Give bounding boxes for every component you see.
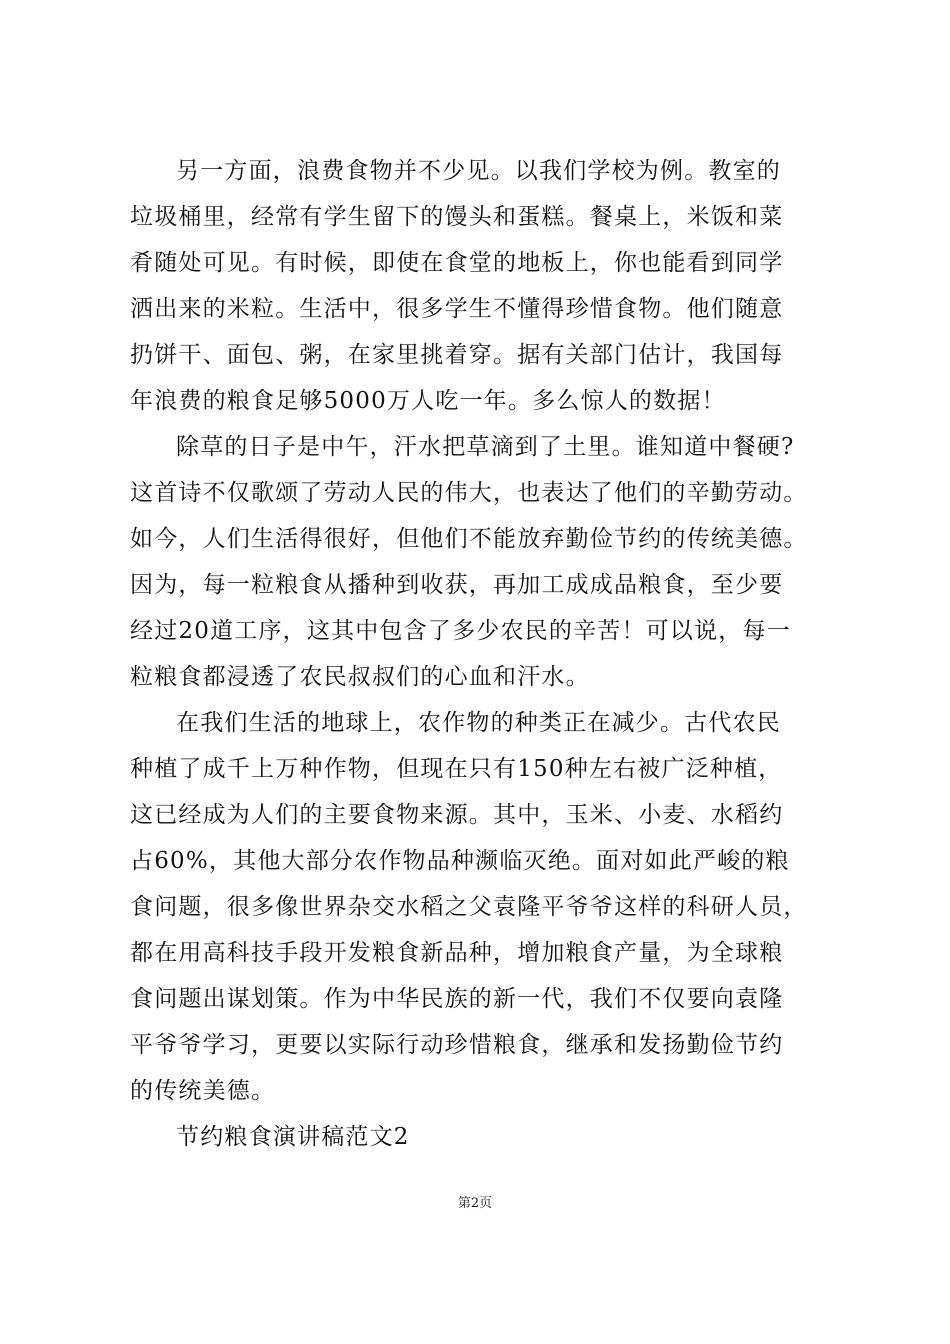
paragraph-3-line-5: 食问题，很多像世界杂交水稻之父袁隆平爷爷这样的科研人员， bbox=[130, 894, 808, 920]
paragraph-1-line-3: 肴随处可见。有时候，即使在食堂的地板上，你也能看到同学 bbox=[130, 250, 784, 276]
paragraph-3-line-4: 占60%，其他大部分农作物品种濒临灭绝。面对如此严峻的粮 bbox=[130, 848, 790, 874]
paragraph-1-line-4: 洒出来的米粒。生活中，很多学生不懂得珍惜食物。他们随意 bbox=[130, 296, 784, 322]
paragraph-3-line-3: 这已经成为人们的主要食物来源。其中，玉米、小麦、水稻约 bbox=[130, 802, 784, 828]
paragraph-3-line-9: 的传统美德。 bbox=[130, 1078, 276, 1104]
paragraph-2-line-4: 因为，每一粒粮食从播种到收获，再加工成成品粮食，至少要 bbox=[130, 572, 784, 598]
paragraph-3-line-7: 食问题出谋划策。作为中华民族的新一代，我们不仅要向袁隆 bbox=[130, 986, 784, 1012]
paragraph-2-line-2: 这首诗不仅歌颂了劳动人民的伟大，也表达了他们的辛勤劳动。 bbox=[130, 480, 808, 506]
paragraph-2-line-6: 粒粮食都浸透了农民叔叔们的心血和汗水。 bbox=[130, 664, 590, 690]
paragraph-2-line-1: 除草的日子是中午，汗水把草滴到了土里。谁知道中餐硬? bbox=[176, 434, 795, 460]
paragraph-3-line-8: 平爷爷学习，更要以实际行动珍惜粮食，继承和发扬勤俭节约 bbox=[130, 1032, 784, 1058]
section-heading: 节约粮食演讲稿范文2 bbox=[176, 1124, 410, 1150]
paragraph-3-line-6: 都在用高科技手段开发粮食新品种，增加粮食产量，为全球粮 bbox=[130, 940, 784, 966]
document-body bbox=[130, 148, 830, 1160]
paragraph-3-line-2: 种植了成千上万种作物，但现在只有150种左右被广泛种植， bbox=[130, 756, 783, 782]
paragraph-1-line-6: 年浪费的粮食足够5000万人吃一年。多么惊人的数据！ bbox=[130, 388, 726, 414]
paragraph-2-line-3: 如今，人们生活得很好，但他们不能放弃勤俭节约的传统美德。 bbox=[130, 526, 808, 552]
paragraph-2-line-5: 经过20道工序，这其中包含了多少农民的辛苦！可以说，每一 bbox=[130, 618, 791, 644]
page-number: 第2页 bbox=[457, 1196, 493, 1211]
paragraph-3-line-1: 在我们生活的地球上，农作物的种类正在减少。古代农民 bbox=[176, 710, 781, 736]
paragraph-1-line-1: 另一方面，浪费食物并不少见。以我们学校为例。教室的 bbox=[176, 158, 781, 184]
paragraph-1-line-2: 垃圾桶里，经常有学生留下的馒头和蛋糕。餐桌上，米饭和菜 bbox=[130, 204, 784, 230]
paragraph-1-line-5: 扔饼干、面包、粥，在家里挑着穿。据有关部门估计，我国每 bbox=[130, 342, 784, 368]
